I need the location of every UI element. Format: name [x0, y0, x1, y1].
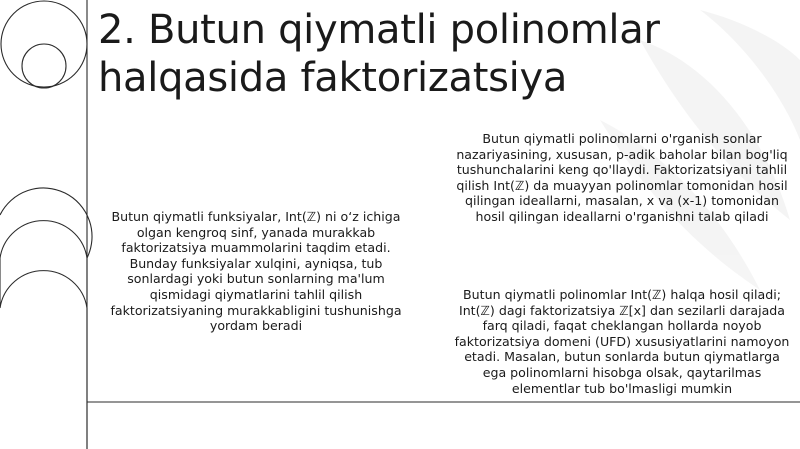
deco-arch-2: [0, 271, 87, 449]
slide-title: 2. Butun qiymatli polinomlar halqasida faktorizatsiya: [98, 7, 660, 101]
paragraph-left: Butun qiymatli funksiyalar, Int(ℤ) ni oʻz ichiga olgan kengroq sinf, yanada murakkab faktorizatsiya muammolarini taqdim etadi. Bunday funksiyalar xulqini, ayniqsa, tub sonlardagi yoki butun sonlarning ma'lum qismidagi qiymatlarini tahlil qilish faktorizatsiyaning murakkabligini tushunishga yordam beradi: [110, 209, 402, 334]
deco-arch-top: [0, 188, 92, 258]
deco-circle-small: [22, 44, 66, 88]
deco-arch-1: [0, 221, 87, 300]
paragraph-right-bottom: Butun qiymatli polinomlar Int(ℤ) halqa hosil qiladi; Int(ℤ) dagi faktorizatsiya ℤ[x] dan sezilarli darajada farq qiladi, faqat cheklangan hollarda noyob faktorizatsiya domeni (UFD) xususiyatlarini namoyon etadi. Masalan, butun sonlarda butun qiymatlarga ega polinomlarni hisobga olsak, qaytarilmas elementlar tub bo'lmasligi mumkin: [454, 287, 790, 396]
paragraph-right-top: Butun qiymatli polinomlarni o'rganish sonlar nazariyasining, xususan, p-adik baholar bilan bog'liq tushunchalarini keng qo'llaydi. Faktorizatsiyani tahlil qilish Int(ℤ) da muayyan polinomlar tomonidan hosil qilingan ideallarni, masalan, x va (x-1) tomonidan hosil qilingan ideallarni o'rganishni talab qiladi: [456, 131, 788, 224]
